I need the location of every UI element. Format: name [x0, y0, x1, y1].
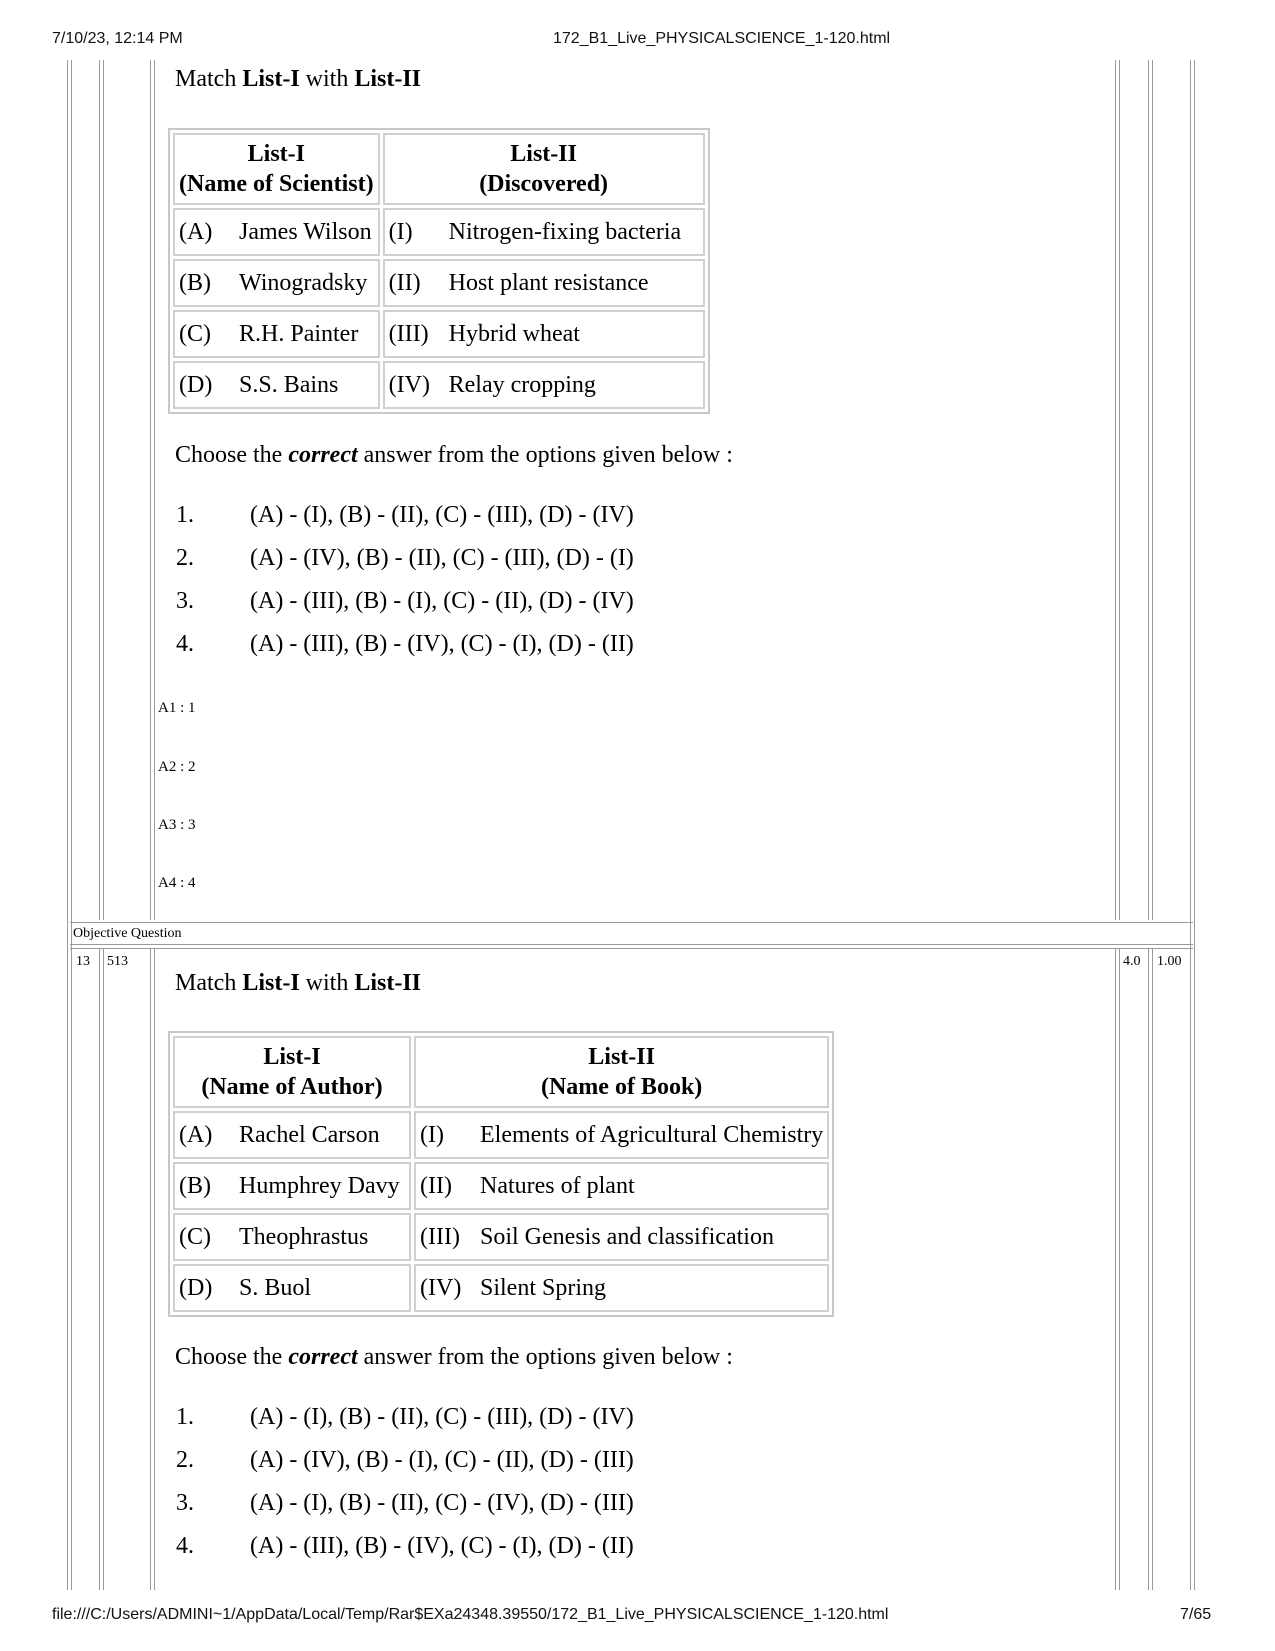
q1-list2-item: (III) Hybrid wheat: [383, 310, 705, 358]
q2-marks: 4.0: [1123, 954, 1141, 969]
q1-option: 3. (A) - (III), (B) - (I), (C) - (II), (D) - (IV): [176, 588, 634, 614]
q2-list1-item: (B) Humphrey Davy: [173, 1162, 411, 1210]
q2-choose-prompt: Choose the correct answer from the options given below :: [175, 1344, 733, 1370]
q1-list2-item: (I) Nitrogen-fixing bacteria: [383, 208, 705, 256]
q2-question-id: 513: [107, 954, 128, 969]
frame-col-divider-1b: [99, 948, 104, 1590]
q2-match-table: [168, 1031, 834, 1317]
q2-option: 4. (A) - (III), (B) - (IV), (C) - (I), (D) - (II): [176, 1533, 634, 1559]
q1-list1-item: (D) S.S. Bains: [173, 361, 380, 409]
q1-list2-item: (II) Host plant resistance: [383, 259, 705, 307]
q1-col1-header: List-I (Name of Scientist): [173, 133, 380, 205]
print-file-path: file:///C:/Users/ADMINI~1/AppData/Local/Temp/Rar$EXa24348.39550/172_B1_Live_PHYSICALSCIENCE_1-120.html: [52, 1606, 889, 1623]
q2-list1-item: (A) Rachel Carson: [173, 1111, 411, 1159]
q1-option: 2. (A) - (IV), (B) - (II), (C) - (III), (D) - (I): [176, 545, 634, 571]
frame-col-divider-3: [1115, 60, 1120, 920]
q2-option: 2. (A) - (IV), (B) - (I), (C) - (II), (D) - (III): [176, 1447, 634, 1473]
q2-list1-item: (D) S. Buol: [173, 1264, 411, 1312]
q2-col2-header: List-II (Name of Book): [414, 1036, 829, 1108]
q2-list2-item: (I) Elements of Agricultural Chemistry: [414, 1111, 829, 1159]
q1-list1-item: (A) James Wilson: [173, 208, 380, 256]
frame-col-divider-2: [150, 60, 155, 920]
q1-list2-item: (IV) Relay cropping: [383, 361, 705, 409]
q2-negative-marks: 1.00: [1157, 954, 1182, 969]
q1-list1-item: (B) Winogradsky: [173, 259, 380, 307]
q1-answer-key: A3 : 3: [158, 817, 196, 833]
frame-separator: [70, 922, 1193, 923]
q2-list2-item: (IV) Silent Spring: [414, 1264, 829, 1312]
frame-col-divider-1: [99, 60, 104, 920]
q1-col2-header: List-II (Discovered): [383, 133, 705, 205]
q1-answer-key: A1 : 1: [158, 700, 196, 716]
q1-option: 1. (A) - (I), (B) - (II), (C) - (III), (D) - (IV): [176, 502, 634, 528]
q1-match-table: [168, 128, 710, 414]
section-label: Objective Question: [73, 926, 182, 941]
q2-list1-item: (C) Theophrastus: [173, 1213, 411, 1261]
frame-separator: [70, 948, 1193, 949]
frame-col-divider-3b: [1115, 948, 1120, 1590]
q2-list2-item: (II) Natures of plant: [414, 1162, 829, 1210]
frame-left-border: [67, 60, 72, 1590]
q2-instruction: Match List-I with List-II: [175, 970, 422, 996]
q1-list1-item: (C) R.H. Painter: [173, 310, 380, 358]
q1-answer-key: A2 : 2: [158, 759, 196, 775]
q1-instruction: Match List-I with List-II: [175, 66, 422, 92]
print-datetime: 7/10/23, 12:14 PM: [52, 30, 183, 47]
q2-serial-number: 13: [76, 954, 90, 969]
q2-option: 1. (A) - (I), (B) - (II), (C) - (III), (D) - (IV): [176, 1404, 634, 1430]
frame-right-border: [1190, 60, 1195, 1590]
frame-col-divider-4b: [1148, 948, 1153, 1590]
q2-list2-item: (III) Soil Genesis and classification: [414, 1213, 829, 1261]
print-doc-title: 172_B1_Live_PHYSICALSCIENCE_1-120.html: [553, 30, 891, 47]
q1-choose-prompt: Choose the correct answer from the options given below :: [175, 442, 733, 468]
q2-option: 3. (A) - (I), (B) - (II), (C) - (IV), (D) - (III): [176, 1490, 634, 1516]
print-page-number: 7/65: [1180, 1606, 1212, 1623]
q1-option: 4. (A) - (III), (B) - (IV), (C) - (I), (D) - (II): [176, 631, 634, 657]
q2-col1-header: List-I (Name of Author): [173, 1036, 411, 1108]
frame-col-divider-2b: [150, 948, 155, 1590]
q1-answer-key: A4 : 4: [158, 875, 196, 891]
frame-col-divider-4: [1148, 60, 1153, 920]
frame-separator: [70, 944, 1193, 945]
